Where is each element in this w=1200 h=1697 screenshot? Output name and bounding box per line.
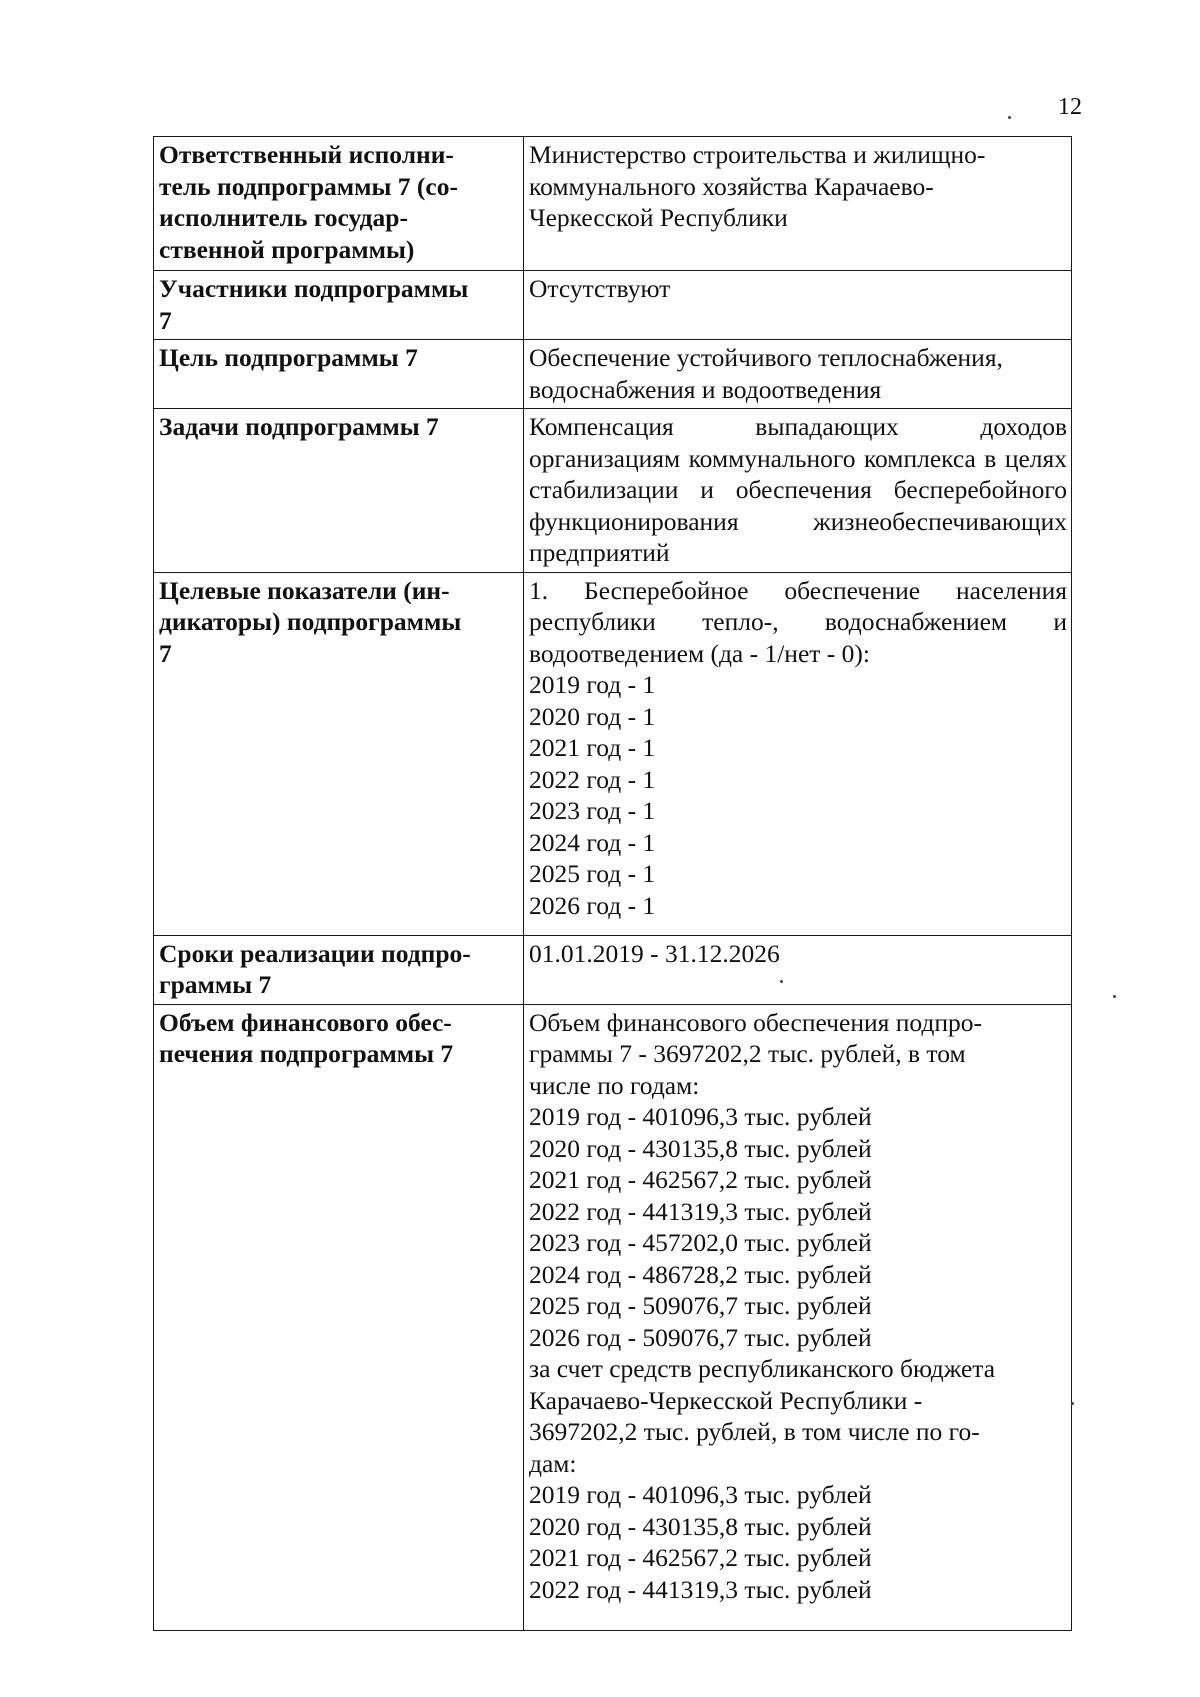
- label-line: Цель подпрограммы 7: [159, 343, 418, 372]
- label-line: Ответственный исполни-: [159, 140, 454, 169]
- table-row: [154, 137, 1072, 271]
- table-row: [154, 1004, 1072, 1630]
- row-label: [154, 137, 524, 271]
- value-line: 2024 год - 486728,2 тыс. рублей: [529, 1259, 872, 1289]
- value-line: 2019 год - 401096,3 тыс. рублей: [529, 1102, 872, 1131]
- value-line: 2025 год - 509076,7 тыс. рублей: [529, 1291, 872, 1320]
- value-line: числе по годам:: [529, 1070, 700, 1100]
- value-line: 2020 год - 430135,8 тыс. рублей: [529, 1511, 872, 1541]
- label-line: Задачи подпрограммы 7: [159, 412, 439, 441]
- value-line: Обеспечение устойчивого теплоснабжения,: [529, 343, 1003, 372]
- value-line: 2019 год - 401096,3 тыс. рублей: [529, 1480, 872, 1509]
- value-line: 2022 год - 441319,3 тыс. рублей: [529, 1196, 872, 1226]
- value-line: 2024 год - 1: [529, 827, 656, 857]
- table-row: [154, 340, 1072, 409]
- scan-speck: [1113, 995, 1116, 998]
- table-row: [154, 409, 1072, 573]
- label-line: 7: [159, 305, 172, 335]
- value-line: 2019 год - 1: [529, 670, 656, 699]
- row-value: [524, 271, 1072, 340]
- row-value: [524, 137, 1072, 271]
- value-line: 2021 год - 1: [529, 733, 656, 762]
- value-line: 3697202,2 тыс. рублей, в том числе по го-: [529, 1417, 980, 1446]
- label-line: граммы 7: [159, 970, 272, 999]
- value-line: Отсутствуют: [529, 274, 671, 303]
- value-line: 2023 год - 457202,0 тыс. рублей: [529, 1228, 872, 1257]
- value-line: 2025 год - 1: [529, 859, 656, 888]
- value-line: 2020 год - 1: [529, 701, 656, 731]
- label-line: Сроки реализации подпро-: [159, 938, 471, 968]
- row-label: [154, 271, 524, 340]
- table-row: [154, 572, 1072, 935]
- value-line: 2021 год - 462567,2 тыс. рублей: [529, 1165, 872, 1194]
- value-line: 2022 год - 441319,3 тыс. рублей: [529, 1574, 872, 1604]
- value-line: 01.01.2019 - 31.12.2026: [529, 938, 780, 968]
- value-line: Черкесской Республики: [529, 203, 788, 232]
- row-value: [524, 935, 1072, 1004]
- row-label: [154, 1004, 524, 1630]
- value-line: 2023 год - 1: [529, 796, 656, 825]
- value-line: водоснабжения и водоотведения: [529, 374, 882, 404]
- page-number: 12: [1058, 94, 1082, 120]
- value-line: 2026 год - 1: [529, 890, 656, 920]
- label-line: ственной программы): [159, 234, 415, 264]
- value-line: граммы 7 - 3697202,2 тыс. рублей, в том: [529, 1039, 966, 1068]
- label-line: 7: [159, 638, 172, 668]
- value-line: дам:: [529, 1448, 577, 1478]
- value-line: коммунального хозяйства Карачаево-: [529, 171, 934, 201]
- scan-speck: [1071, 1402, 1074, 1405]
- row-value: [524, 1004, 1072, 1630]
- scan-speck: [780, 980, 783, 983]
- row-value: [524, 340, 1072, 409]
- row-value: [524, 409, 1072, 573]
- label-line: Объем финансового обес-: [159, 1007, 452, 1037]
- row-label: [154, 340, 524, 409]
- value-line: Министерство строительства и жилищно-: [529, 140, 986, 169]
- label-line: печения подпрограммы 7: [159, 1039, 454, 1068]
- row-value: [524, 572, 1072, 935]
- scan-speck: [1008, 116, 1011, 119]
- value-line: 2022 год - 1: [529, 764, 656, 794]
- value-line: 2020 год - 430135,8 тыс. рублей: [529, 1133, 872, 1163]
- value-line: 2026 год - 509076,7 тыс. рублей: [529, 1322, 872, 1352]
- label-line: дикаторы) подпрограммы: [159, 607, 462, 636]
- label-line: Целевые показатели (ин-: [159, 575, 450, 605]
- value-line: Карачаево-Черкесской Республики -: [529, 1385, 923, 1415]
- row-label: [154, 572, 524, 935]
- table-row: [154, 271, 1072, 340]
- value-line: Объем финансового обеспечения подпро-: [529, 1007, 982, 1037]
- value-paragraph: Компенсация выпадающих доходов организациям коммунального комплекса в целях стабилизации и обеспечения бесперебойного функционирования жизнеобеспечивающих предприятий: [529, 412, 1067, 567]
- label-line: исполнитель государ-: [159, 203, 408, 232]
- row-label: [154, 409, 524, 573]
- value-line: за счет средств республиканского бюджета: [529, 1354, 996, 1383]
- subprogram-passport-table: [153, 136, 1072, 1631]
- value-line: 2021 год - 462567,2 тыс. рублей: [529, 1543, 872, 1572]
- row-label: [154, 935, 524, 1004]
- label-line: тель подпрограммы 7 (со-: [159, 171, 458, 201]
- value-paragraph: 1. Бесперебойное обеспечение населения республики тепло-, водоснабжением и водоотведением (да - 1/нет - 0):: [529, 575, 1067, 668]
- label-line: Участники подпрограммы: [159, 274, 469, 303]
- table-row: [154, 935, 1072, 1004]
